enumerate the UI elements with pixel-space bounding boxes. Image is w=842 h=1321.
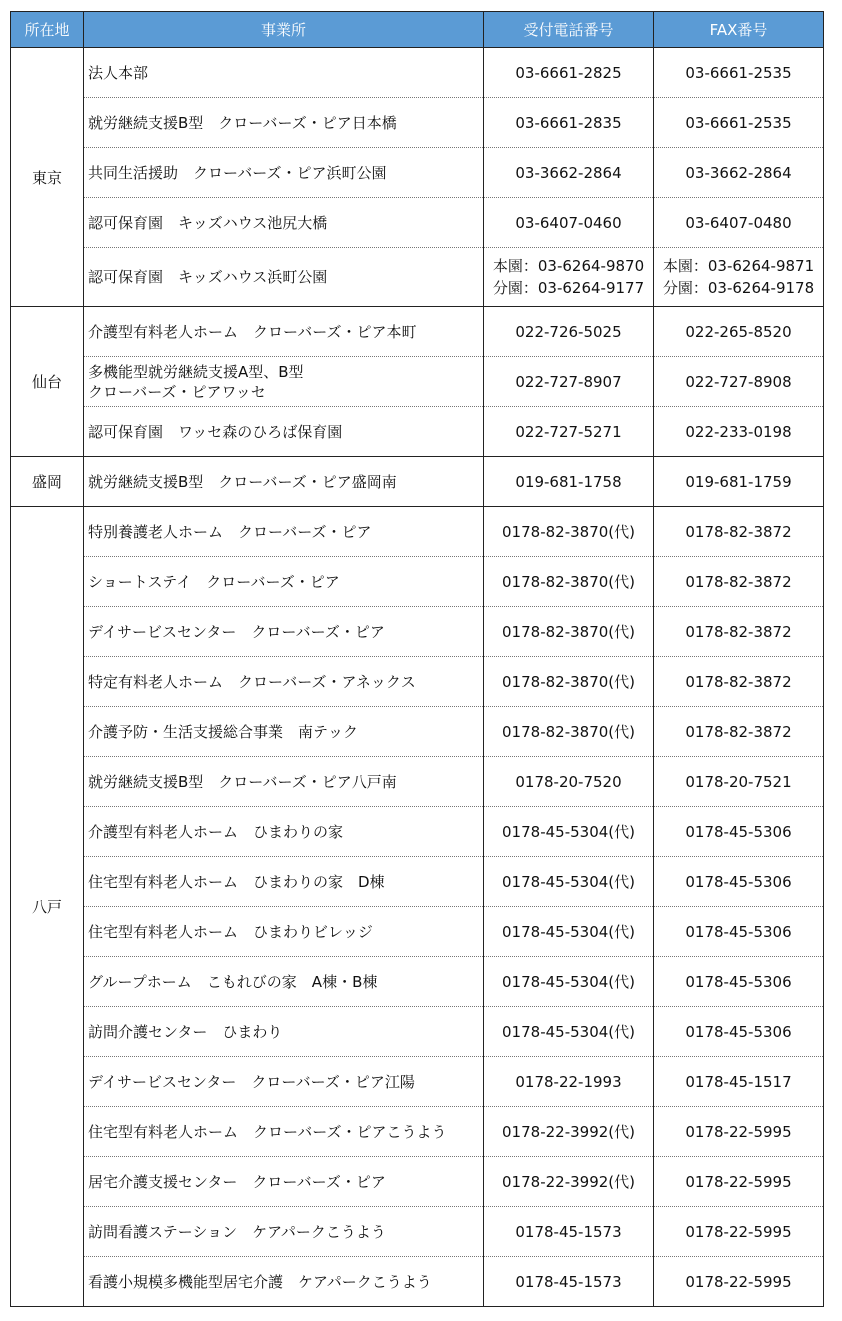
line-text: 0178-22-3992(代)	[502, 1172, 635, 1191]
line-text: 03-6661-2535	[685, 63, 792, 82]
location-cell: 盛岡	[11, 457, 84, 507]
line-text: 019-681-1758	[515, 472, 622, 491]
line-text: 分園：03-6264-9178	[662, 279, 815, 297]
office-contact-table	[10, 11, 824, 1307]
line-text: 0178-82-3872	[685, 622, 792, 641]
table-row	[11, 807, 824, 857]
office-name-cell	[84, 707, 484, 757]
office-name-cell	[84, 1057, 484, 1107]
office-name-cell	[84, 807, 484, 857]
office-name-cell	[84, 907, 484, 957]
line-text: 0178-22-5995	[685, 1222, 792, 1241]
line-text: 0178-82-3870(代)	[502, 672, 635, 691]
line-text: 住宅型有料老人ホーム ひまわりビレッジ	[88, 922, 373, 941]
line-text: 0178-45-5304(代)	[502, 972, 635, 991]
fax-cell	[654, 607, 824, 657]
office-name-cell	[84, 507, 484, 557]
table-row	[11, 307, 824, 357]
line-text: 03-3662-2864	[685, 163, 792, 182]
fax-cell	[654, 1257, 824, 1307]
line-text: 法人本部	[88, 63, 149, 82]
fax-cell	[654, 1057, 824, 1107]
office-name-cell	[84, 757, 484, 807]
line-text: 022-726-5025	[515, 322, 622, 341]
office-name-cell	[84, 1107, 484, 1157]
phone-cell	[484, 1007, 654, 1057]
phone-cell	[484, 307, 654, 357]
office-name-cell	[84, 857, 484, 907]
location-cell: 八戸	[11, 507, 84, 1307]
line-text: 03-6407-0460	[515, 213, 622, 232]
table-row	[11, 457, 824, 507]
line-text: 0178-82-3872	[685, 722, 792, 741]
table-row	[11, 1207, 824, 1257]
line-text: 本園：03-6264-9871	[662, 257, 815, 275]
office-name-cell	[84, 1007, 484, 1057]
line-text: 訪問介護センター ひまわり	[88, 1022, 283, 1041]
line-text: 0178-45-5304(代)	[502, 1022, 635, 1041]
line-text: 住宅型有料老人ホーム クローバーズ・ピアこうよう	[88, 1122, 447, 1141]
phone-cell	[484, 148, 654, 198]
table-row	[11, 1007, 824, 1057]
fax-cell	[654, 1157, 824, 1207]
line-text: 019-681-1759	[685, 472, 792, 491]
table-row	[11, 507, 824, 557]
office-name-cell	[84, 557, 484, 607]
fax-cell	[654, 757, 824, 807]
phone-cell	[484, 457, 654, 507]
line-text: 訪問看護ステーション ケアパークこうよう	[88, 1222, 386, 1241]
phone-cell	[484, 907, 654, 957]
header-row	[11, 12, 824, 48]
line-text: 03-3662-2864	[515, 163, 622, 182]
line-text: 0178-22-5995	[685, 1272, 792, 1291]
line-text: デイサービスセンター クローバーズ・ピア	[88, 622, 385, 641]
office-name-cell	[84, 248, 484, 307]
table-row	[11, 1257, 824, 1307]
line-text: 0178-45-5304(代)	[502, 872, 635, 891]
line-text: 022-727-8907	[515, 372, 622, 391]
phone-cell	[484, 1207, 654, 1257]
line-text: 0178-45-5304(代)	[502, 822, 635, 841]
table-row	[11, 757, 824, 807]
line-text: グループホーム こもれびの家 A棟・B棟	[88, 972, 378, 991]
line-text: 0178-45-5304(代)	[502, 922, 635, 941]
phone-cell	[484, 757, 654, 807]
header-office: 事業所	[84, 12, 484, 48]
line-text: 就労継続支援B型 クローバーズ・ピア日本橋	[88, 113, 397, 132]
line-text: デイサービスセンター クローバーズ・ピア江陽	[88, 1072, 415, 1091]
fax-cell	[654, 957, 824, 1007]
header-fax: FAX番号	[654, 12, 824, 48]
line-text: 022-727-8908	[685, 372, 792, 391]
line-text: 0178-82-3872	[685, 672, 792, 691]
line-text: 03-6661-2835	[515, 113, 622, 132]
line-text: 認可保育園 ワッセ森のひろば保育園	[88, 422, 343, 441]
fax-cell	[654, 657, 824, 707]
line-text: 特別養護老人ホーム クローバーズ・ピア	[88, 522, 372, 541]
table-row	[11, 707, 824, 757]
line-text: 看護小規模多機能型居宅介護 ケアパークこうよう	[88, 1272, 432, 1291]
line-text: 0178-45-1517	[685, 1072, 792, 1091]
line-text: 0178-45-5306	[685, 922, 792, 941]
table-row	[11, 357, 824, 407]
table-row	[11, 1057, 824, 1107]
phone-cell	[484, 407, 654, 457]
line-text: 共同生活援助 クローバーズ・ピア浜町公園	[88, 163, 387, 182]
fax-cell	[654, 1107, 824, 1157]
header-location: 所在地	[11, 12, 84, 48]
line-text: 03-6661-2825	[515, 63, 622, 82]
fax-cell	[654, 907, 824, 957]
line-text: 介護予防・生活支援総合事業 南テック	[88, 722, 359, 741]
line-text: ショートステイ クローバーズ・ピア	[88, 572, 340, 591]
line-text: クローバーズ・ピアワッセ	[88, 382, 266, 401]
table-row	[11, 98, 824, 148]
office-name-cell	[84, 357, 484, 407]
table-row	[11, 1157, 824, 1207]
fax-cell	[654, 357, 824, 407]
fax-cell	[654, 148, 824, 198]
phone-cell	[484, 557, 654, 607]
line-text: 0178-22-5995	[685, 1122, 792, 1141]
fax-cell	[654, 457, 824, 507]
line-text: 0178-82-3872	[685, 522, 792, 541]
line-text: 0178-45-5306	[685, 972, 792, 991]
table-row	[11, 407, 824, 457]
line-text: 0178-45-5306	[685, 822, 792, 841]
line-text: 0178-45-1573	[515, 1272, 622, 1291]
line-text: 多機能型就労継続支援A型、B型	[88, 362, 304, 381]
line-text: 0178-22-1993	[515, 1072, 622, 1091]
line-text: 本園：03-6264-9870	[492, 257, 645, 275]
line-text: 022-233-0198	[685, 422, 792, 441]
fax-cell	[654, 248, 824, 307]
line-text: 0178-22-3992(代)	[502, 1122, 635, 1141]
table-row	[11, 198, 824, 248]
phone-cell	[484, 507, 654, 557]
header-phone: 受付電話番号	[484, 12, 654, 48]
table-row	[11, 657, 824, 707]
line-text: 介護型有料老人ホーム クローバーズ・ピア本町	[88, 322, 417, 341]
office-name-cell	[84, 607, 484, 657]
fax-cell	[654, 1007, 824, 1057]
fax-cell	[654, 198, 824, 248]
phone-cell	[484, 357, 654, 407]
office-name-cell	[84, 98, 484, 148]
location-cell: 仙台	[11, 307, 84, 457]
phone-cell	[484, 1107, 654, 1157]
phone-cell	[484, 48, 654, 98]
line-text: 03-6407-0480	[685, 213, 792, 232]
phone-cell	[484, 707, 654, 757]
office-name-cell	[84, 48, 484, 98]
table-row	[11, 857, 824, 907]
line-text: 分園：03-6264-9177	[492, 279, 645, 297]
line-text: 0178-82-3872	[685, 572, 792, 591]
office-name-cell	[84, 957, 484, 1007]
line-text: 介護型有料老人ホーム ひまわりの家	[88, 822, 344, 841]
phone-cell	[484, 1057, 654, 1107]
line-text: 就労継続支援B型 クローバーズ・ピア八戸南	[88, 772, 397, 791]
phone-cell	[484, 607, 654, 657]
fax-cell	[654, 48, 824, 98]
office-name-cell	[84, 148, 484, 198]
line-text: 0178-82-3870(代)	[502, 722, 635, 741]
line-text: 0178-45-1573	[515, 1222, 622, 1241]
fax-cell	[654, 407, 824, 457]
phone-cell	[484, 657, 654, 707]
phone-cell	[484, 957, 654, 1007]
line-text: 022-727-5271	[515, 422, 622, 441]
fax-cell	[654, 98, 824, 148]
office-name-cell	[84, 1157, 484, 1207]
table-row	[11, 907, 824, 957]
office-name-cell	[84, 198, 484, 248]
phone-cell	[484, 248, 654, 307]
line-text: 0178-45-5306	[685, 1022, 792, 1041]
line-text: 0178-82-3870(代)	[502, 622, 635, 641]
table-row	[11, 248, 824, 307]
table-row	[11, 1107, 824, 1157]
office-name-cell	[84, 1207, 484, 1257]
line-text: 0178-20-7521	[685, 772, 792, 791]
line-text: 022-265-8520	[685, 322, 792, 341]
phone-cell	[484, 1157, 654, 1207]
fax-cell	[654, 707, 824, 757]
office-name-cell	[84, 657, 484, 707]
line-text: 0178-82-3870(代)	[502, 522, 635, 541]
table-body	[11, 48, 824, 1307]
line-text: 03-6661-2535	[685, 113, 792, 132]
phone-cell	[484, 98, 654, 148]
office-name-cell	[84, 407, 484, 457]
line-text: 居宅介護支援センター クローバーズ・ピア	[88, 1172, 386, 1191]
phone-cell	[484, 198, 654, 248]
location-cell: 東京	[11, 48, 84, 307]
fax-cell	[654, 557, 824, 607]
phone-cell	[484, 807, 654, 857]
line-text: 0178-82-3870(代)	[502, 572, 635, 591]
line-text: 0178-20-7520	[515, 772, 622, 791]
table-row	[11, 607, 824, 657]
fax-cell	[654, 857, 824, 907]
office-name-cell	[84, 1257, 484, 1307]
line-text: 0178-45-5306	[685, 872, 792, 891]
table-row	[11, 48, 824, 98]
line-text: 特定有料老人ホーム クローバーズ・アネックス	[88, 672, 416, 691]
office-name-cell	[84, 457, 484, 507]
line-text: 住宅型有料老人ホーム ひまわりの家 D棟	[88, 872, 385, 891]
phone-cell	[484, 857, 654, 907]
fax-cell	[654, 507, 824, 557]
fax-cell	[654, 1207, 824, 1257]
line-text: 0178-22-5995	[685, 1172, 792, 1191]
table-row	[11, 557, 824, 607]
table-row	[11, 148, 824, 198]
phone-cell	[484, 1257, 654, 1307]
office-name-cell	[84, 307, 484, 357]
fax-cell	[654, 807, 824, 857]
line-text: 就労継続支援B型 クローバーズ・ピア盛岡南	[88, 472, 397, 491]
fax-cell	[654, 307, 824, 357]
line-text: 認可保育園 キッズハウス池尻大橋	[88, 213, 328, 232]
line-text: 認可保育園 キッズハウス浜町公園	[88, 268, 328, 286]
table-row	[11, 957, 824, 1007]
